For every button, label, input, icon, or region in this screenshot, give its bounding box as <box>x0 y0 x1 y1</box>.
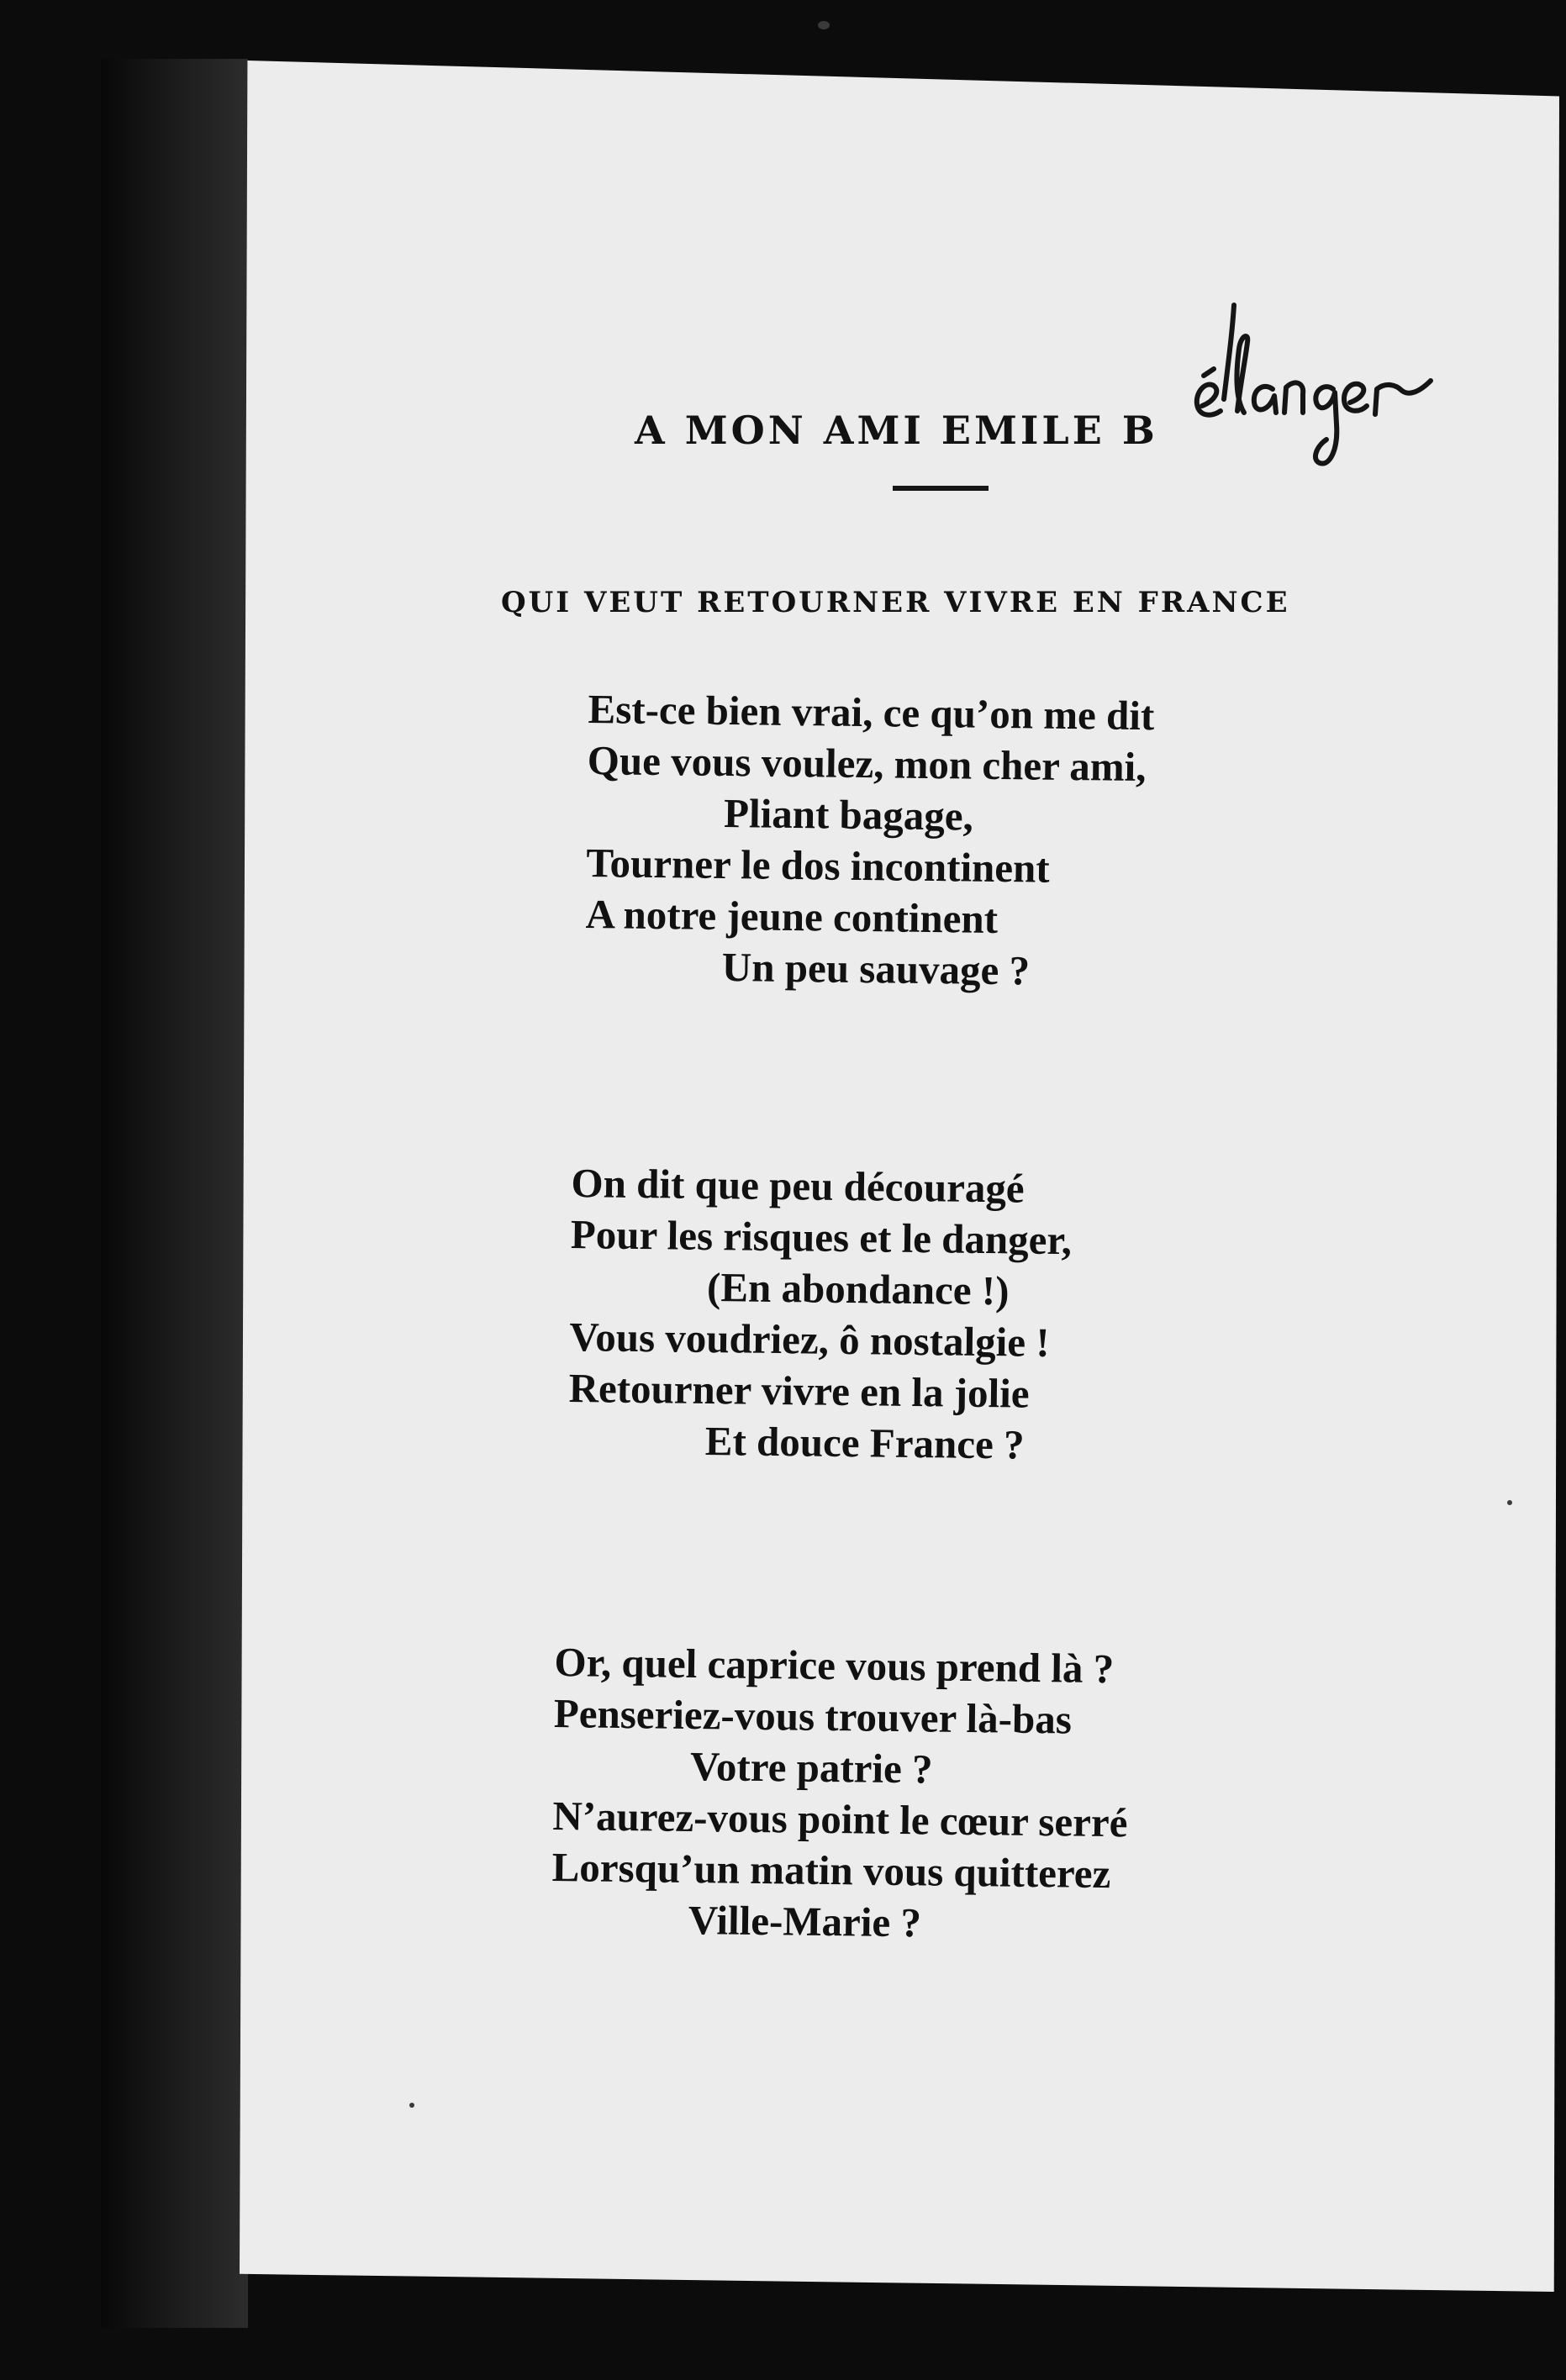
poem-line: Or, quel caprice vous prend là ? <box>554 1638 1115 1693</box>
poem-line: Lorsqu’un matin vous quitterez <box>551 1843 1111 1898</box>
poem-line: Pliant bagage, <box>723 789 974 840</box>
poem-stanza-1 <box>585 683 1155 998</box>
handwritten-name <box>1185 298 1437 475</box>
poem-line: Tourner le dos incontinent <box>586 839 1051 892</box>
poem-stanza-3 <box>551 1636 1130 1951</box>
poem-subtitle: QUI VEUT RETOURNER VIVRE EN FRANCE <box>501 586 1290 619</box>
poem-line: A notre jeune continent <box>585 890 999 942</box>
dedication-title <box>635 332 1158 453</box>
scan-speck <box>1507 1500 1512 1505</box>
scan-speck <box>818 21 830 29</box>
poem-line: Un peu sauvage ? <box>721 943 1031 994</box>
poem-stanza-2 <box>568 1157 1073 1471</box>
book-binding-shadow <box>101 59 248 2328</box>
poem-line: Est-ce bien vrai, ce qu’on me dit <box>588 685 1155 740</box>
poem-line: On dit que peu découragé <box>571 1159 1025 1212</box>
poem-line: Et douce France ? <box>704 1417 1025 1468</box>
poem-line: Ville-Marie ? <box>688 1896 922 1946</box>
poem-line: Pour les risques et le danger, <box>570 1210 1073 1264</box>
poem-line: Retourner vivre en la jolie <box>568 1364 1030 1417</box>
poem-line: Penseriez-vous trouver là-bas <box>553 1689 1073 1743</box>
poem-line: (En abondance !) <box>706 1263 1010 1314</box>
scan-speck <box>409 2103 414 2108</box>
title-rule <box>893 486 989 491</box>
poem-line: Que vous voulez, mon cher ami, <box>587 736 1147 791</box>
poem-line: Vous voudriez, ô nostalgie ! <box>569 1313 1050 1366</box>
poem-line: Votre patrie ? <box>689 1742 933 1793</box>
dedication-title-text: A MON AMI EMILE B <box>635 408 1158 453</box>
poem-line: N’aurez-vous point le cœur serré <box>552 1792 1128 1846</box>
